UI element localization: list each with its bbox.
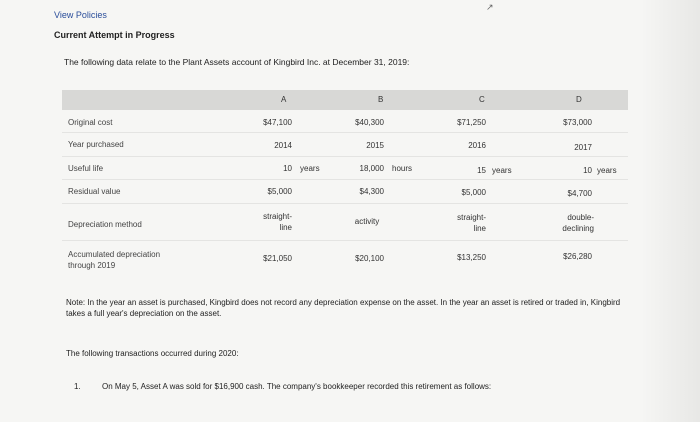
transaction-number: 1. [74,382,81,391]
cell-a-useful-life: 10 [283,164,292,173]
column-header-a: A [281,95,287,104]
cell-c-useful-life: 15 [477,166,486,175]
cell-c-useful-life-unit: years [492,166,512,175]
row-label-accumulated-depreciation: Accumulated depreciation through 2019 [68,250,161,270]
column-header-d: D [576,95,582,104]
note-text: Note: In the year an asset is purchased, Kingbird does not record any depreciation expense on the asset. In the year an asset is retired or traded in, Kingbird takes a full year's depreciation on the asset. [66,298,621,318]
row-label-depreciation-method: Depreciation method [68,220,142,229]
photo-shadow [640,0,700,422]
table-header-row [62,90,628,110]
cell-a-accumulated-depreciation: $21,050 [263,254,292,263]
cell-d-year-purchased: 2017 [574,143,592,152]
row-label-useful-life: Useful life [68,164,104,173]
cell-b-residual-value: $4,300 [359,187,384,196]
row-divider [62,132,628,133]
row-label-residual-value: Residual value [68,187,121,196]
cell-d-depreciation-method: double- declining [562,213,594,233]
cell-a-original-cost: $47,100 [263,118,292,127]
mouse-cursor-icon: ↗ [486,2,494,12]
row-label-year-purchased: Year purchased [68,140,124,149]
cell-c-residual-value: $5,000 [461,188,486,197]
row-divider [62,179,628,180]
cell-a-year-purchased: 2014 [274,141,292,150]
cell-b-accumulated-depreciation: $20,100 [355,254,384,263]
cell-c-depreciation-method: straight- line [457,213,486,233]
cell-b-original-cost: $40,300 [355,118,384,127]
column-header-b: B [378,95,384,104]
cell-b-year-purchased: 2015 [366,141,384,150]
cell-d-original-cost: $73,000 [563,118,592,127]
cell-c-accumulated-depreciation: $13,250 [457,253,486,262]
row-divider [62,240,628,241]
intro-text: The following data relate to the Plant Assets account of Kingbird Inc. at December 31, 2019: [64,57,410,67]
cell-a-useful-life-unit: years [300,164,320,173]
cell-c-original-cost: $71,250 [457,118,486,127]
transaction-text: On May 5, Asset A was sold for $16,900 cash. The company's bookkeeper recorded this retirement as follows: [102,382,492,391]
cell-b-useful-life-unit: hours [392,164,413,173]
cell-c-year-purchased: 2016 [468,141,486,150]
cell-a-residual-value: $5,000 [267,187,292,196]
cell-d-accumulated-depreciation: $26,280 [563,252,592,261]
cell-b-useful-life: 18,000 [359,164,384,173]
plant-assets-table [62,90,628,286]
cell-d-useful-life-unit: years [597,166,617,175]
cell-d-residual-value: $4,700 [567,189,592,198]
attempt-heading: Current Attempt in Progress [54,30,175,40]
cell-a-depreciation-method: straight- line [263,212,292,232]
cell-d-useful-life: 10 [583,166,592,175]
view-policies-link[interactable]: View Policies [54,10,107,20]
row-divider [62,156,628,157]
row-divider [62,203,628,204]
cell-b-depreciation-method: activity [354,217,380,226]
column-header-c: C [479,95,485,104]
row-label-original-cost: Original cost [68,118,113,127]
transactions-label: The following transactions occurred during 2020: [66,349,239,358]
